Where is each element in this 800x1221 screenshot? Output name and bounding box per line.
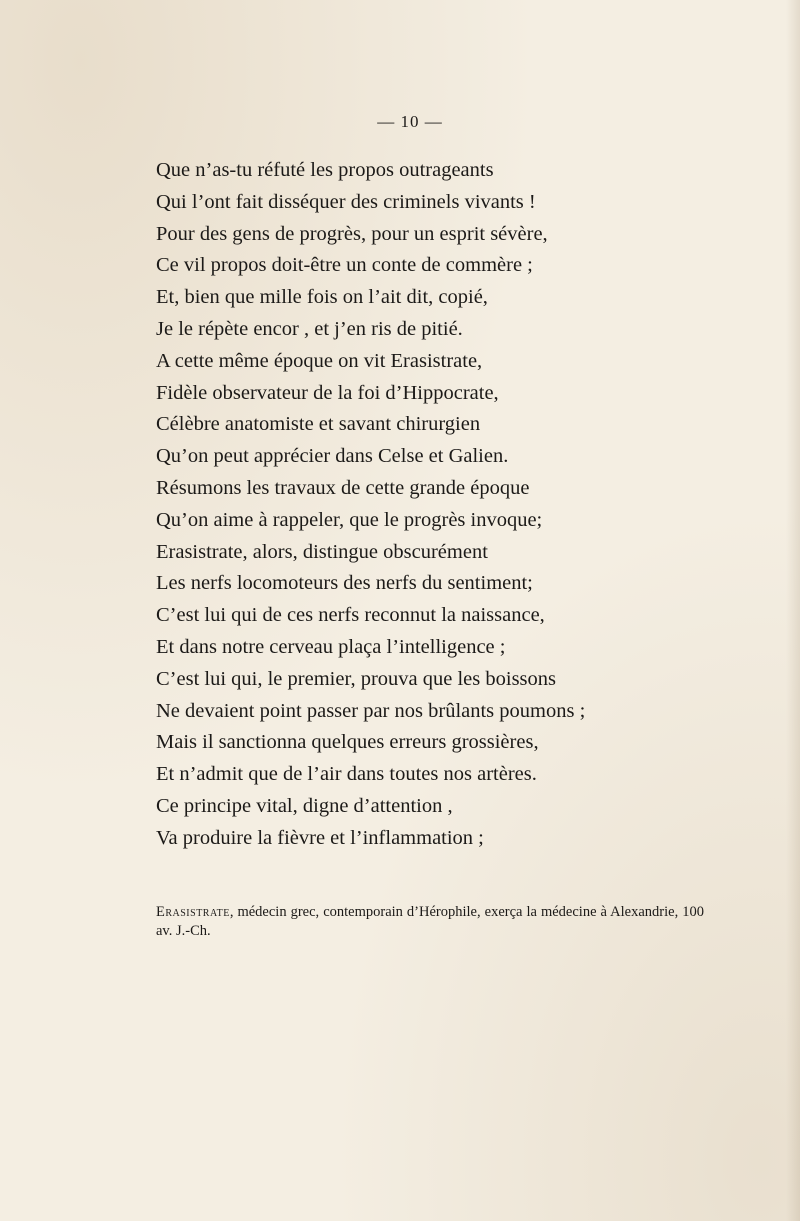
verse-line: C’est lui qui, le premier, prouva que les boissons	[156, 667, 557, 690]
page-edge-shadow	[786, 0, 800, 1221]
footnote	[156, 903, 704, 941]
verse-line: Mais il sanctionna quelques erreurs grossières,	[156, 731, 539, 754]
verse-line: Pour des gens de progrès, pour un esprit sévère,	[156, 222, 548, 245]
verse-line: Erasistrate, alors, distingue obscurément	[156, 540, 488, 563]
verse-line: Les nerfs locomoteurs des nerfs du sentiment;	[156, 572, 533, 595]
page-number: — 10 —	[377, 112, 443, 131]
verse-line: Ce principe vital, digne d’attention ,	[156, 794, 453, 817]
verse-line: Et n’admit que de l’air dans toutes nos artères.	[156, 763, 537, 786]
footnote-text: , médecin grec, contemporain d’Hérophile, exerça la médecine à Alexandrie, 100 av. J.-Ch.	[156, 904, 704, 939]
verse-line: Et, bien que mille fois on l’ait dit, copié,	[156, 286, 488, 309]
verse-line: Célèbre anatomiste et savant chirurgien	[156, 413, 481, 436]
verse-line: Qu’on aime à rappeler, que le progrès invoque;	[156, 508, 543, 531]
verse-line: Et dans notre cerveau plaça l’intelligence ;	[156, 635, 506, 658]
verse-line: C’est lui qui de ces nerfs reconnut la naissance,	[156, 604, 545, 627]
verse-line: Je le répète encor , et j’en ris de pitié.	[156, 317, 463, 340]
verse-line: Qui l’ont fait disséquer des criminels vivants !	[156, 190, 536, 213]
poem-text	[156, 155, 716, 855]
footnote-name: Erasistrate	[156, 904, 230, 920]
verse-line: Ne devaient point passer par nos brûlants poumons ;	[156, 699, 586, 722]
verse-line: A cette même époque on vit Erasistrate,	[156, 349, 483, 372]
verse-line: Ce vil propos doit-être un conte de commère ;	[156, 254, 533, 277]
verse-line: Résumons les travaux de cette grande époque	[156, 476, 530, 499]
verse-line: Va produire la fièvre et l’inflammation ;	[156, 826, 484, 849]
verse-line: Que n’as-tu réfuté les propos outrageants	[156, 159, 494, 181]
verse-line: Fidèle observateur de la foi d’Hippocrate,	[156, 381, 499, 404]
verse-line: Qu’on peut apprécier dans Celse et Galien.	[156, 445, 509, 468]
